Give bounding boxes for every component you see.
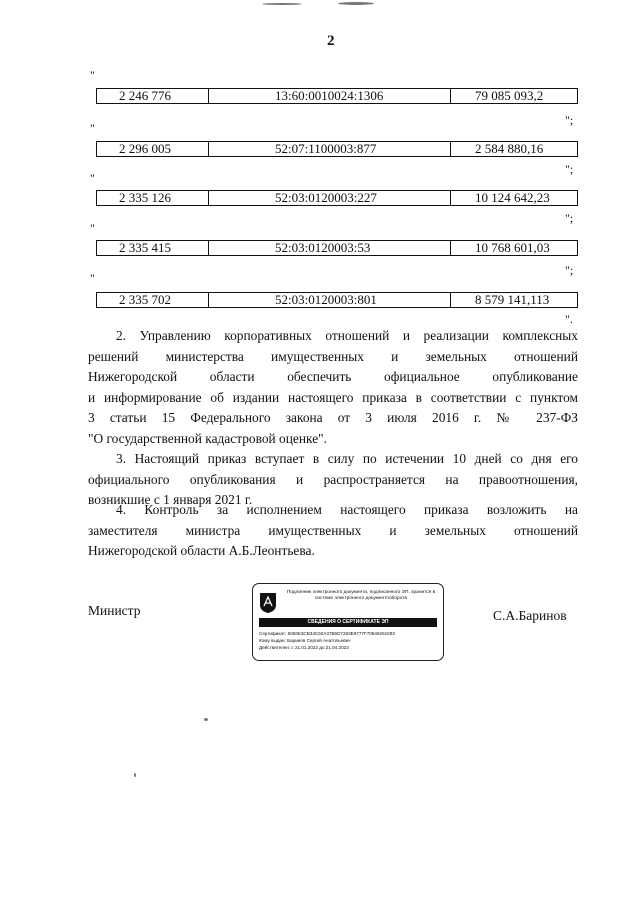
opening-quote: ": [90, 171, 95, 185]
row-number: 2 335 702: [97, 293, 209, 307]
opening-quote: ": [90, 221, 95, 235]
coat-of-arms-icon: [259, 592, 277, 614]
paragraph-2: [88, 326, 578, 449]
cadastral-value: 79 085 093,2: [475, 88, 544, 103]
row-number: 2 246 776: [97, 89, 209, 103]
signatory-name: С.А.Баринов: [493, 608, 567, 623]
table-row: [96, 190, 578, 206]
cadastral-number: 52:03:0120003:227: [209, 191, 451, 205]
closing-quote: ";: [565, 263, 574, 277]
stamp-certificate: Сертификат: 5056E3CB34C50A37B6D7293E9777F70946261083: [259, 631, 395, 636]
table-row: [96, 141, 578, 157]
row-number: 2 335 415: [97, 241, 209, 255]
text-line: Нижегородской области А.Б.Леонтьева.: [88, 543, 315, 558]
text-line: заместителя министра имущественных и земельных отношений: [88, 522, 578, 538]
table-row: [96, 88, 578, 104]
scan-artifact: [134, 773, 136, 777]
scan-artifact: [338, 2, 374, 5]
text-line: Нижегородской области обеспечить официальное опубликование: [88, 369, 578, 384]
text-line: 3. Настоящий приказ вступает в силу по истечении 10 дней со дня его: [116, 451, 578, 466]
text-line: "О государственной кадастровой оценке".: [88, 430, 327, 446]
row-number: 2 296 005: [97, 142, 209, 156]
signatory-position: Министр: [88, 603, 141, 618]
row-number: 2 335 126: [97, 191, 209, 205]
opening-quote: ": [90, 271, 95, 285]
opening-quote: ": [90, 68, 95, 82]
stamp-validity: Действителен: с 21.01.2022 до 21.04.2023: [259, 645, 349, 650]
stamp-issued-to: Кому выдан: Баринов Сергей Анатольевич: [259, 638, 351, 643]
cadastral-value: 10 768 601,03: [475, 240, 550, 255]
closing-quote: ";: [565, 113, 574, 127]
cadastral-value: 2 584 880,16: [475, 141, 544, 156]
text-line: официального опубликования и распространяется на правоотношения,: [88, 471, 578, 487]
closing-quote: ";: [565, 162, 574, 176]
table-row: [96, 292, 578, 308]
text-line: возникшие с 1 января 2021 г.: [88, 492, 253, 507]
cadastral-number: 13:60:0010024:1306: [209, 89, 451, 103]
cadastral-number: 52:03:0120003:53: [209, 241, 451, 255]
cadastral-value: 8 579 141,113: [475, 292, 550, 307]
stamp-title: СВЕДЕНИЯ О СЕРТИФИКАТЕ ЭП: [259, 618, 437, 627]
table-row: [96, 240, 578, 256]
cadastral-number: 52:07:1100003:877: [209, 142, 451, 156]
text-line: и информирование об издании настоящего приказа в соответствии с пунктом: [88, 389, 578, 405]
page-number: 2: [327, 33, 335, 49]
opening-quote: ": [90, 121, 95, 135]
paragraph-4: [88, 500, 578, 562]
text-line: 2. Управлению корпоративных отношений и реализации комплексных: [116, 328, 578, 343]
scan-artifact: [204, 718, 208, 721]
text-line: 3 статьи 15 Федерального закона от 3 июля 2016 г. № 237-ФЗ: [88, 410, 578, 425]
text-line: решений министерства имущественных и земельных отношений: [88, 348, 578, 364]
e-signature-stamp: [252, 583, 444, 661]
cadastral-number: 52:03:0120003:801: [209, 293, 451, 307]
scan-artifact: [262, 3, 302, 5]
stamp-header: Подлинник электронного документа, подписанного ЭП, хранится в системе электронного документооборота: [286, 590, 436, 601]
closing-quote: ";: [565, 211, 574, 225]
cadastral-value: 10 124 642,23: [475, 190, 550, 205]
text-line: 4. Контроль за исполнением настоящего приказа возложить на: [116, 502, 578, 517]
closing-quote: ".: [565, 312, 573, 326]
